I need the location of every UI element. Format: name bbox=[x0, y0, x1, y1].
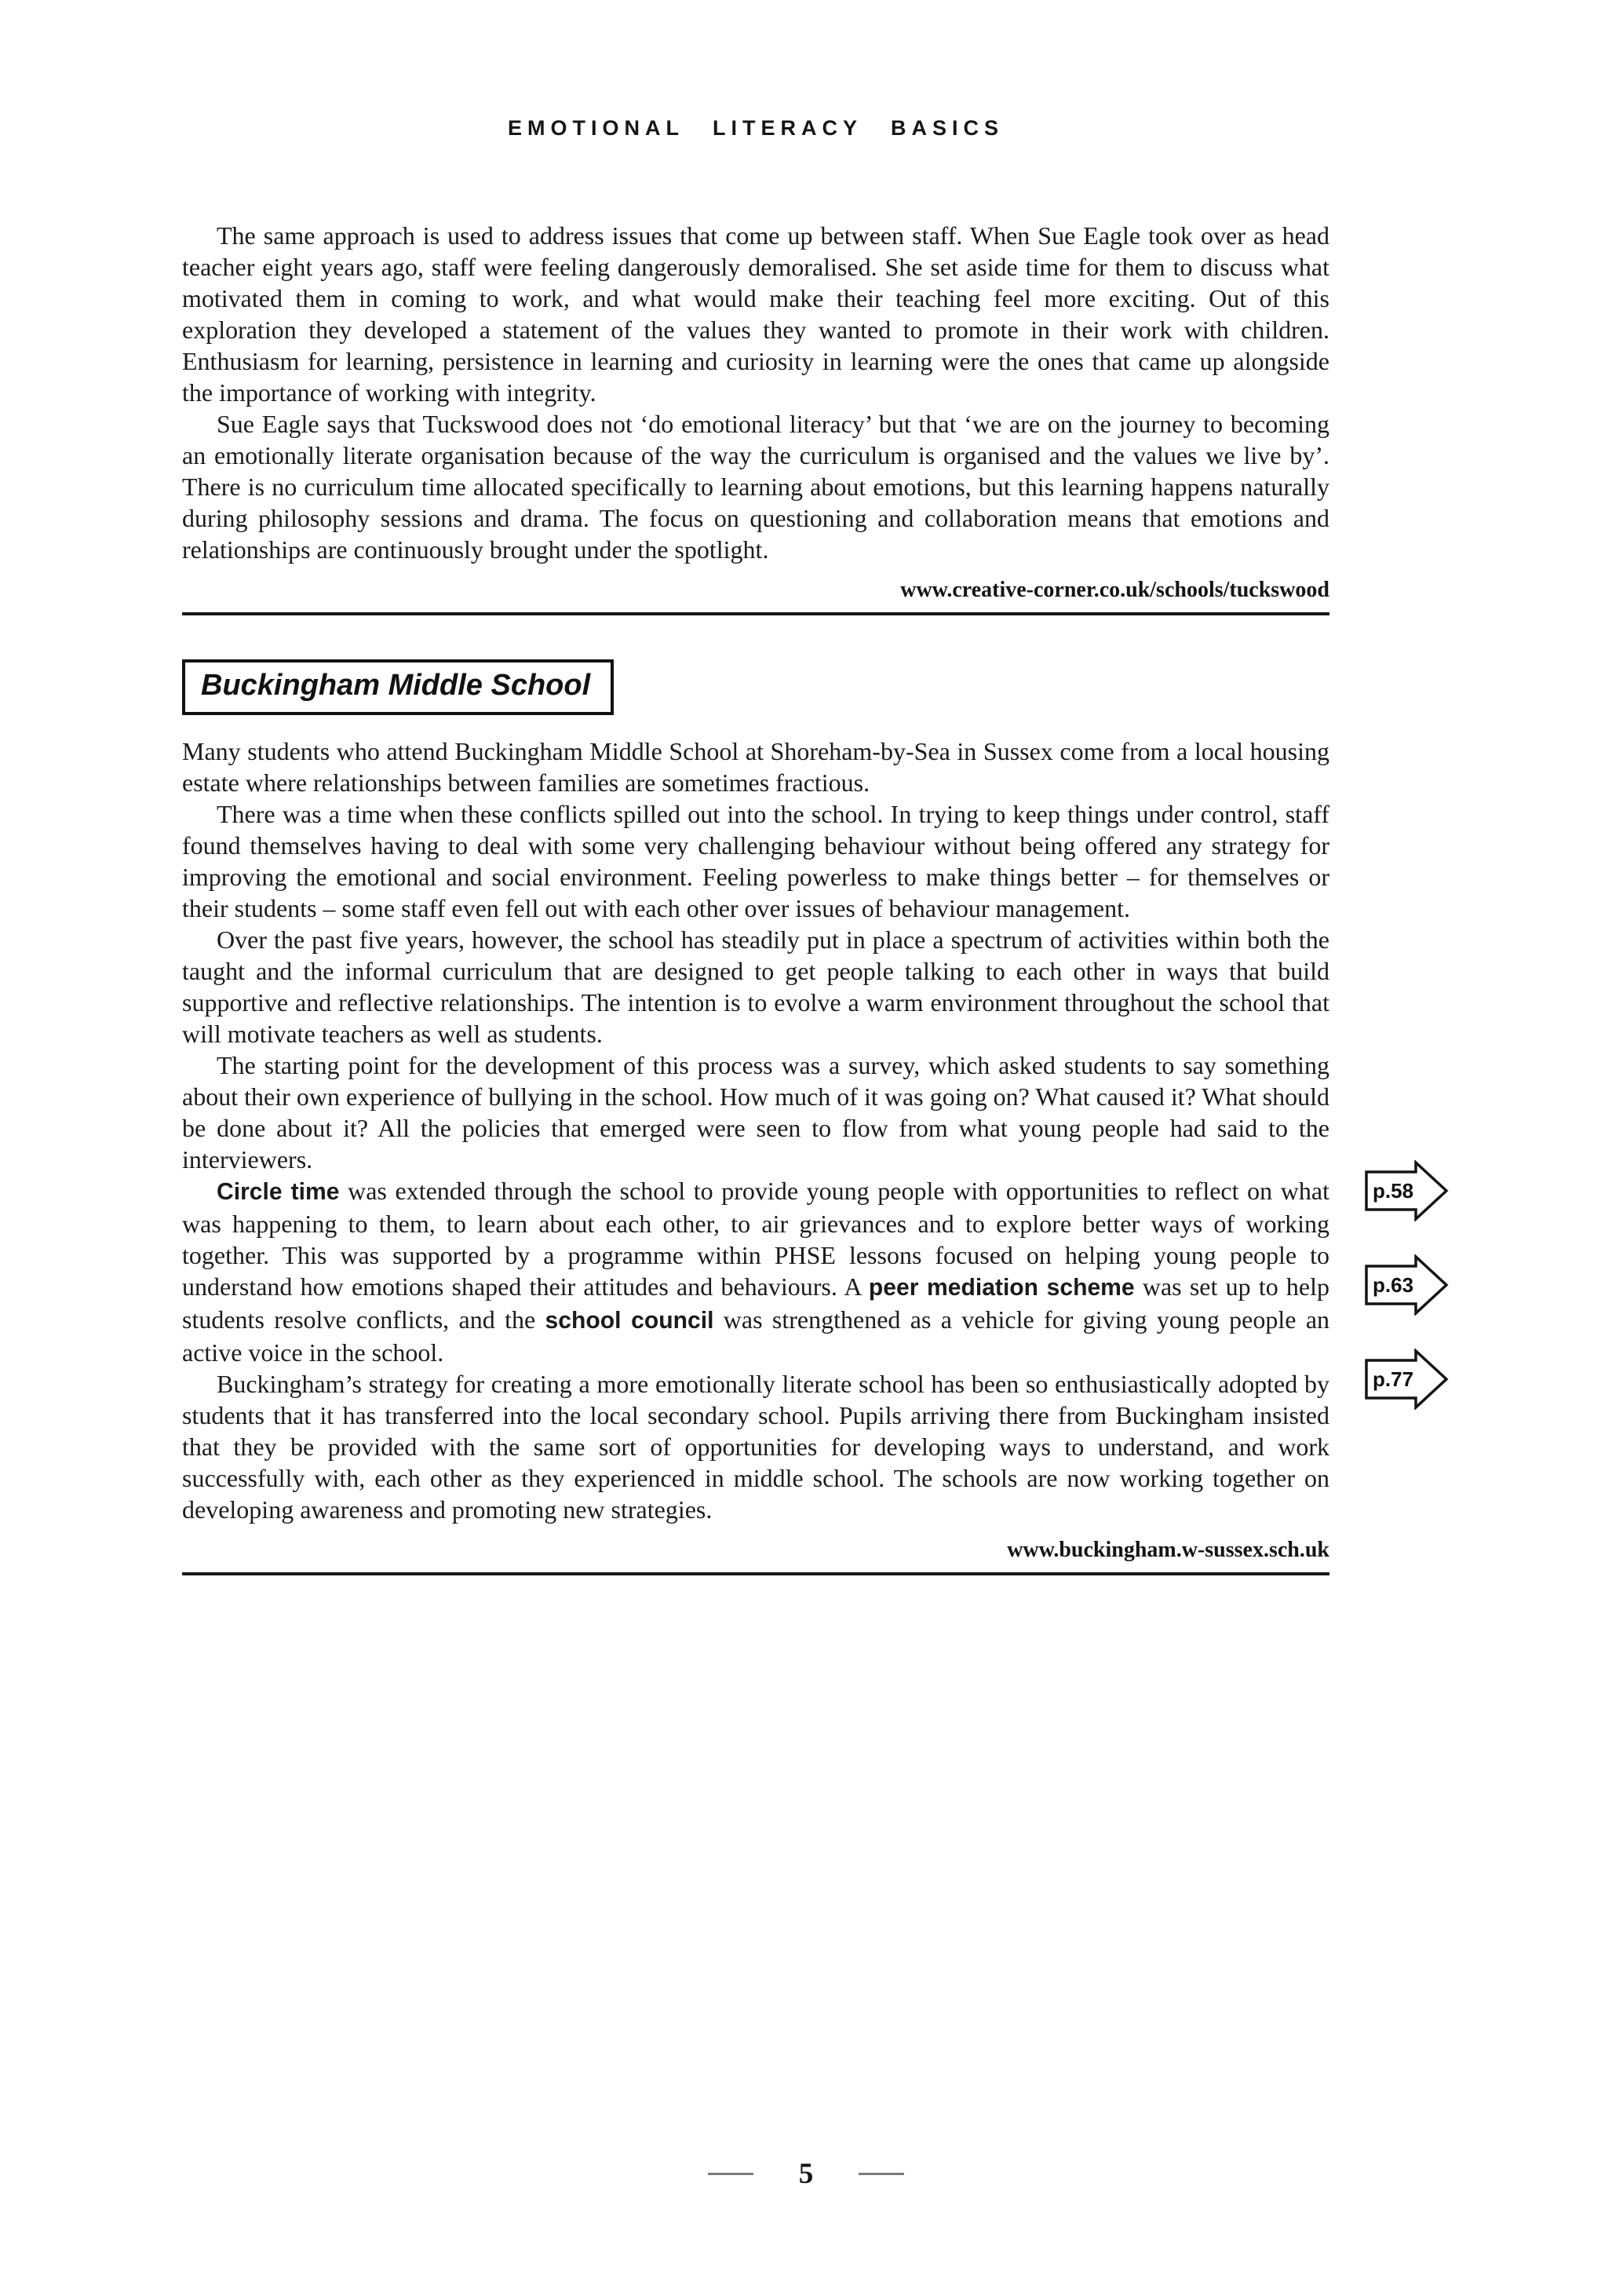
paragraph bbox=[182, 220, 1329, 408]
tuckswood-source-url: www.creative-corner.co.uk/schools/tuckswood bbox=[900, 578, 1329, 602]
arrow-right-icon bbox=[1364, 1349, 1450, 1410]
running-header: EMOTIONAL LITERACY BASICS bbox=[507, 116, 1005, 140]
text-segment: was extended through the school to provide young people with opportunities to reflect on what was happening to them, to learn about each other, to air grievances and to explore better ways of working together. This was supported by a programme within PHSE lessons focused on helping young people to understand how emotions shaped their attitudes and behaviours. A bbox=[182, 1177, 1330, 1301]
section-heading-box bbox=[182, 659, 614, 715]
content-column bbox=[182, 220, 1414, 1575]
paragraph bbox=[182, 924, 1329, 1049]
text-segment: There was a time when these conflicts spilled out into the school. In trying to keep things under control, staff found themselves having to deal with some very challenging behaviour without being offered any strategy for improving the emotional and social environment. Feeling powerless to make things better – for themselves or their students – some staff even fell out with each other over issues of behaviour management. bbox=[182, 800, 1329, 922]
page-footer bbox=[0, 2157, 1612, 2191]
page-ref-arrow-p77 bbox=[1364, 1349, 1450, 1410]
paragraph bbox=[182, 798, 1329, 924]
text-segment: Buckingham’s strategy for creating a more emotionally literate school has been so enthusiastically adopted by students that it has transferred into the local secondary school. Pupils arriving there from Buckingham insisted that they be provided with the same sort of opportunities for developing ways to understand, and work successfully with, each other as they experienced in middle school. The schools are now working together on developing awareness and promoting new strategies. bbox=[182, 1370, 1329, 1524]
footer-dash-left bbox=[708, 2173, 753, 2175]
text-segment: Many students who attend Buckingham Middle School at Shoreham-by-Sea in Sussex come from a local housing estate where relationships between families are sometimes fractious. bbox=[182, 737, 1329, 797]
paragraph bbox=[182, 736, 1329, 798]
buckingham-source-url: www.buckingham.w-sussex.sch.uk bbox=[1007, 1538, 1329, 1562]
buckingham-paragraphs bbox=[182, 736, 1329, 1525]
divider-rule-bottom bbox=[182, 1572, 1329, 1575]
svg-text:p.63: p.63 bbox=[1373, 1273, 1414, 1297]
tuckswood-paragraphs bbox=[182, 220, 1329, 565]
text-segment: The same approach is used to address issues that come up between staff. When Sue Eagle took over as head teacher eight years ago, staff were feeling dangerously demoralised. She set aside time for them to discuss what motivated them in coming to work, and what would make their teaching feel more exciting. Out of this exploration they developed a statement of the values they wanted to promote in their work with children. Enthusiasm for learning, persistence in learning and curiosity in learning were the ones that came up alongside the importance of working with integrity. bbox=[182, 221, 1329, 407]
section-heading: Buckingham Middle School bbox=[201, 669, 591, 702]
svg-text:p.77: p.77 bbox=[1373, 1367, 1414, 1391]
paragraph bbox=[182, 408, 1329, 565]
footer-dash-right bbox=[859, 2173, 904, 2175]
paragraph bbox=[182, 1049, 1329, 1175]
paragraph bbox=[182, 1368, 1329, 1525]
text-segment: Sue Eagle says that Tuckswood does not ‘do emotional literacy’ but that ‘we are on the journey to becoming an emotionally literate organisation because of the way the curriculum is organised and the values we live by’. There is no curriculum time allocated specifically to learning about emotions, but this learning happens naturally during philosophy sessions and drama. The focus on questioning and collaboration means that emotions and relationships are continuously brought under the spotlight. bbox=[182, 410, 1329, 564]
text-segment: was set up to help students resolve conflicts, and the bbox=[182, 1272, 1330, 1334]
text-segment: Over the past five years, however, the school has steadily put in place a spectrum of activities within both the taught and the informal curriculum that are designed to get people talking to each other in ways that build supportive and reflective relationships. The intention is to evolve a warm environment throughout the school that will motivate teachers as well as students. bbox=[182, 925, 1329, 1048]
divider-rule-top bbox=[182, 612, 1329, 615]
bold-term: Circle time bbox=[217, 1179, 340, 1205]
arrow-right-icon bbox=[1364, 1160, 1450, 1221]
bold-term: peer mediation scheme bbox=[868, 1275, 1135, 1301]
section-heading-wrap bbox=[182, 659, 1329, 715]
page-ref-arrow-p58 bbox=[1364, 1160, 1450, 1221]
paragraph bbox=[182, 1175, 1329, 1368]
bold-term: school council bbox=[545, 1308, 714, 1334]
text-segment: The starting point for the development of this process was a survey, which asked students to say something about their own experience of bullying in the school. How much of it was going on? What caused it? What should be done about it? All the policies that emerged were seen to flow from what young people had said to the interviewers. bbox=[182, 1051, 1329, 1174]
arrow-right-icon bbox=[1364, 1254, 1450, 1316]
text-segment: was strengthened as a vehicle for giving young people an active voice in the school. bbox=[182, 1305, 1330, 1367]
page-number: 5 bbox=[798, 2158, 814, 2190]
page-ref-arrow-p63 bbox=[1364, 1254, 1450, 1316]
svg-text:p.58: p.58 bbox=[1373, 1179, 1414, 1203]
